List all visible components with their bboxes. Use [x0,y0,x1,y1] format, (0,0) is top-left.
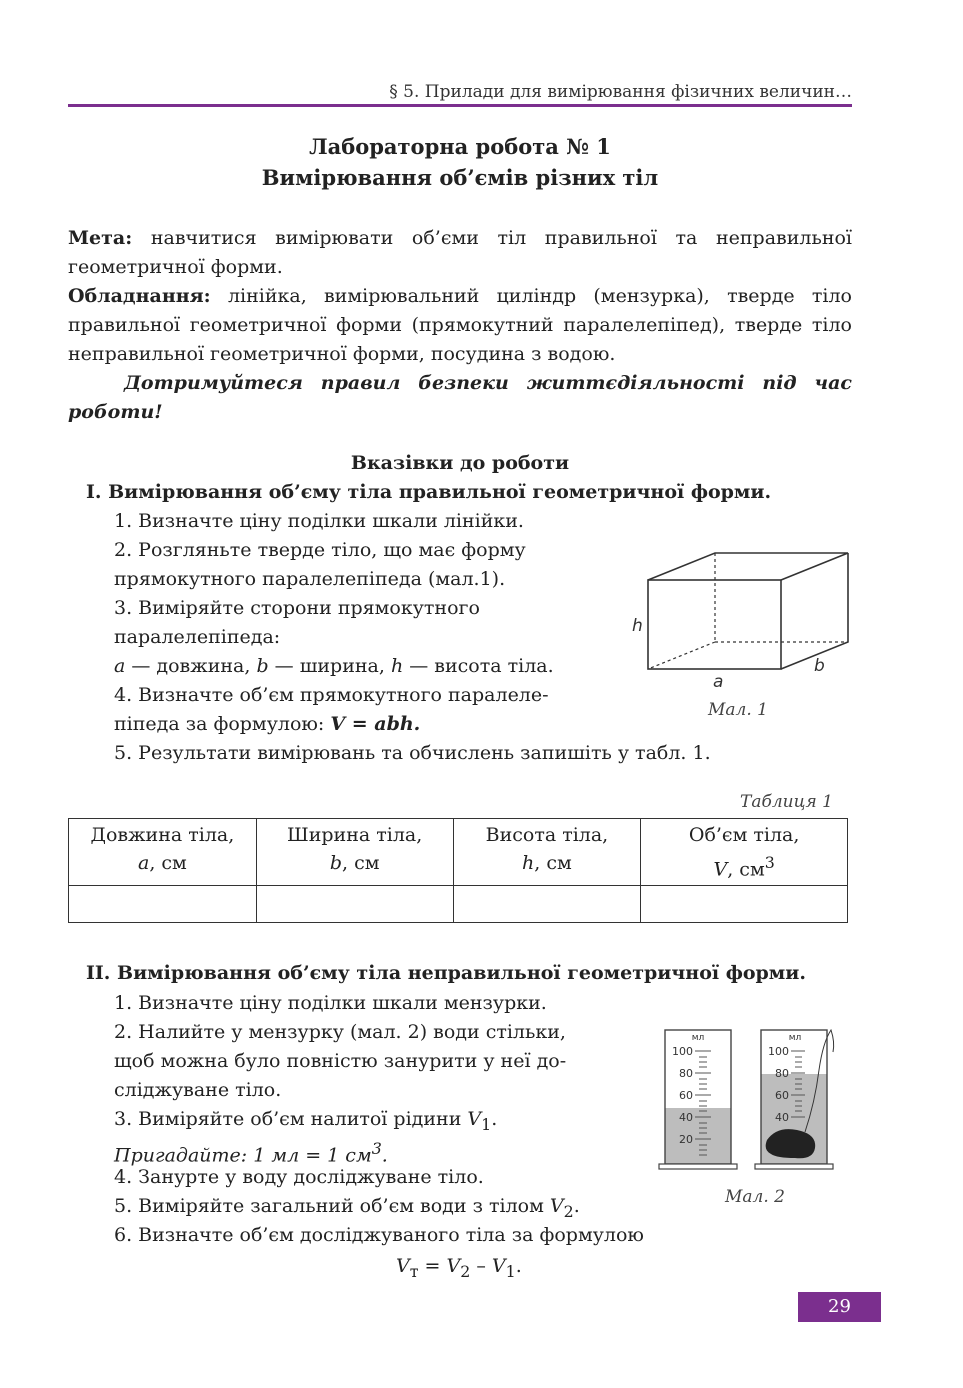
header-text: Об’єм тіла, [688,824,800,846]
header-symbol: b [329,852,342,874]
label-b: b [814,656,825,676]
sub-2: 2 [563,1201,574,1221]
sym-v2: V [446,1255,461,1277]
tick-label: 40 [775,1111,789,1124]
table-row [69,886,848,923]
sub-t: т [409,1261,419,1281]
equals-sign: = [418,1255,447,1277]
box-right-edges [781,553,848,669]
part1-step-4: 4. Визначте об’єм прямокутного паралеле- [114,684,549,706]
part1-step-2: 2. Розгляньте тверде тіло, що має форму [114,539,526,561]
table-header-volume [641,819,848,886]
remember-note: Пригадайте: 1 мл = 1 $см^3$. [114,1139,388,1167]
sym-v1: V [491,1255,506,1277]
table-header-length [69,819,257,886]
part2-step-2: 2. Налийте у мензурку (мал. 2) води стільки, [114,1021,566,1043]
part1-step-3-cont: паралелепіпеда: [114,626,281,648]
table-cell-height[interactable] [453,886,641,923]
header-unit: , см [534,852,572,874]
parallelepiped-figure [620,545,855,695]
sub-1: 1 [481,1114,492,1134]
header-text: Ширина тіла, [287,824,423,846]
header-rule [68,104,852,107]
part2-step-5: 5. Виміряйте загальний об’єм води з тілом $V_2$. [114,1195,580,1221]
equipment-paragraph [68,282,852,369]
table1-caption: Таблиця 1 [740,792,833,812]
sym-h: h [390,655,404,677]
tick-label: 100 [672,1045,693,1058]
cylinder-right [755,1030,834,1169]
part2-step-2-cont: щоб можна було повністю занурити у неї до- [114,1050,567,1072]
sub-1: 1 [505,1261,516,1281]
tick-label: 80 [775,1067,789,1080]
equipment-label: Обладнання: [68,285,211,307]
step5-text: 5. Виміряйте загальний об’єм води з тілом [114,1195,550,1217]
part2-step-2-end: сліджуване тіло. [114,1079,282,1101]
header-unit: , см [342,852,380,874]
table-cell-volume[interactable] [641,886,848,923]
measuring-cylinders-figure [655,1022,845,1174]
table-header-width [256,819,453,886]
sym-v: V [549,1195,564,1217]
box-hidden-edges [648,553,848,669]
header-symbol: V [713,858,728,881]
remember-sup: 3 [371,1139,382,1158]
header-text: Довжина тіла, [90,824,235,846]
safety-note: Дотримуйтеся правил безпеки життєдіяльності під час роботи! [68,372,852,423]
volume-formula: V = abh. [330,713,421,735]
sym-a: a [114,655,126,677]
figure1-caption: Мал. 1 [708,700,768,720]
header-text: Висота тіла, [485,824,609,846]
instructions-title: Вказівки до роботи [350,452,570,474]
label-a: a [713,672,724,692]
tick-label: 40 [679,1111,693,1124]
header-symbol: h [522,852,535,874]
part1-heading: I. Вимірювання об’єму тіла правильної геометричної форми. [86,481,772,503]
box-top-face [648,553,848,580]
sym-b: b [256,655,269,677]
difference-formula [396,1252,522,1286]
tick-label: 60 [775,1089,789,1102]
part2-heading: II. Вимірювання об’єму тіла неправильної геометричної форми. [86,962,807,984]
lab-title: Лабораторна робота № 1 [309,134,611,159]
tick-label: 100 [768,1045,789,1058]
tick-label: 60 [679,1089,693,1102]
table-header-row [69,819,848,886]
water-left [665,1108,731,1164]
table-cell-width[interactable] [256,886,453,923]
step3-text: 3. Виміряйте об’єм налитої рідини [114,1108,468,1130]
table-header-height [453,819,641,886]
dim-h-text: — висота тіла. [403,655,554,677]
header-unit: , см [727,858,765,881]
period: . [515,1255,522,1277]
part1-dimensions-line [114,652,554,681]
tick-label: 20 [679,1133,693,1146]
equipment-text: лінійка, вимірювальний циліндр (мензурка), тверде тіло правильної геометричної форми (прямокутний паралелепіпед), тверде тіло неправильної геометричної форми, посудина з водою. [68,285,852,365]
figure2-caption: Мал. 2 [725,1187,785,1207]
part1-step-2-cont: прямокутного паралелепіпеда (мал.1). [114,568,506,590]
tick-label: 80 [679,1067,693,1080]
label-h: h [632,616,643,636]
box-front-face [648,580,781,669]
part1-step-4-cont [114,710,420,739]
sub-2: 2 [460,1261,471,1281]
goal-paragraph [68,224,852,282]
header-unit: , см [149,852,187,874]
dim-a-text: — довжина, [125,655,257,677]
goal-label: Мета: [68,227,133,249]
sym-v: V [467,1108,482,1130]
part1-step-5: 5. Результати вимірювань та обчислень запишіть у табл. 1. [114,742,711,764]
sym-vt: V [396,1255,410,1277]
formula-prefix: піпеда за формулою: [114,713,331,735]
part1-step-1: 1. Визначте ціну поділки шкали лінійки. [114,510,524,532]
part2-step-1: 1. Визначте ціну поділки шкали мензурки. [114,992,547,1014]
goal-text: навчитися вимірювати об’єми тіл правильної та неправильної геометричної форми. [68,227,852,278]
part1-step-3: 3. Виміряйте сторони прямокутного [114,597,480,619]
part2-step-3: 3. Виміряйте об’єм налитої рідини $V_1$. [114,1108,498,1134]
part2-step-4: 4. Занурте у воду досліджуване тіло. [114,1166,484,1188]
unit-label: мл [788,1033,802,1043]
header-symbol: a [137,852,150,874]
minus-sign: – [470,1255,492,1277]
part2-step-6: 6. Визначте об’єм досліджуваного тіла за формулою [114,1224,644,1246]
running-header: § 5. Прилади для вимірювання фізичних величин… [389,82,852,102]
remember-text: Пригадайте: 1 мл = 1 см [114,1144,372,1167]
results-table [68,818,848,923]
header-superscript: 3 [764,853,775,872]
unit-label: мл [691,1033,705,1043]
table-cell-length[interactable] [69,886,257,923]
cylinder-left [659,1030,737,1169]
dim-b-text: — ширина, [268,655,391,677]
page-number: 29 [798,1292,881,1322]
lab-subtitle: Вимірювання об’ємів різних тіл [261,165,659,190]
